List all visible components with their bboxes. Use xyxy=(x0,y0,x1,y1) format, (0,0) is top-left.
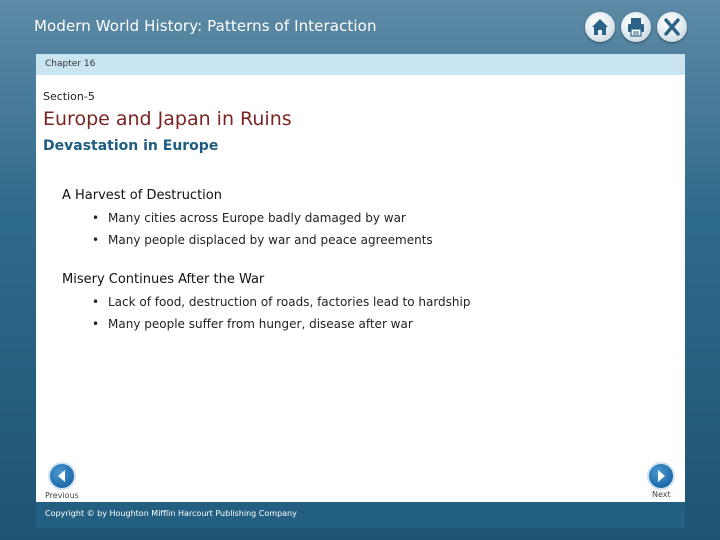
footer-bar xyxy=(36,502,685,528)
copyright-text: Copyright © by Houghton Mifflin Harcourt Publishing Company xyxy=(45,509,297,518)
next-label[interactable]: Next xyxy=(652,490,671,499)
bullet-item xyxy=(92,211,406,225)
close-x-icon xyxy=(657,12,687,42)
print-button[interactable] xyxy=(621,12,651,42)
bullet-text: Many cities across Europe badly damaged by war xyxy=(108,211,406,225)
home-button[interactable] xyxy=(585,12,615,42)
close-button[interactable] xyxy=(657,12,687,42)
bullet-text: Many people displaced by war and peace agreements xyxy=(108,233,433,247)
bullet-dot: • xyxy=(92,317,100,331)
home-icon xyxy=(585,12,615,42)
next-button[interactable] xyxy=(649,464,673,488)
section-label: Section-5 xyxy=(43,90,95,103)
bullet-item xyxy=(92,295,470,309)
app-title: Modern World History: Patterns of Interaction xyxy=(34,17,377,35)
bullet-dot: • xyxy=(92,233,100,247)
arrow-left-icon xyxy=(50,464,74,488)
page-subtitle: Devastation in Europe xyxy=(43,138,219,154)
page-title: Europe and Japan in Ruins xyxy=(43,108,292,130)
previous-label[interactable]: Previous xyxy=(45,491,79,500)
bullet-item xyxy=(92,317,413,331)
chapter-band xyxy=(36,54,685,75)
bullet-text: Lack of food, destruction of roads, factories lead to hardship xyxy=(108,295,471,309)
bullet-dot: • xyxy=(92,295,100,309)
bullet-dot: • xyxy=(92,211,100,225)
arrow-right-icon xyxy=(649,464,673,488)
topic-heading: Misery Continues After the War xyxy=(62,272,265,287)
printer-icon xyxy=(621,12,651,42)
chapter-label: Chapter 16 xyxy=(45,59,96,69)
content-panel xyxy=(36,54,685,502)
previous-button[interactable] xyxy=(50,464,74,488)
bullet-text: Many people suffer from hunger, disease after war xyxy=(108,317,413,331)
bullet-item xyxy=(92,233,433,247)
topic-heading: A Harvest of Destruction xyxy=(62,188,222,203)
